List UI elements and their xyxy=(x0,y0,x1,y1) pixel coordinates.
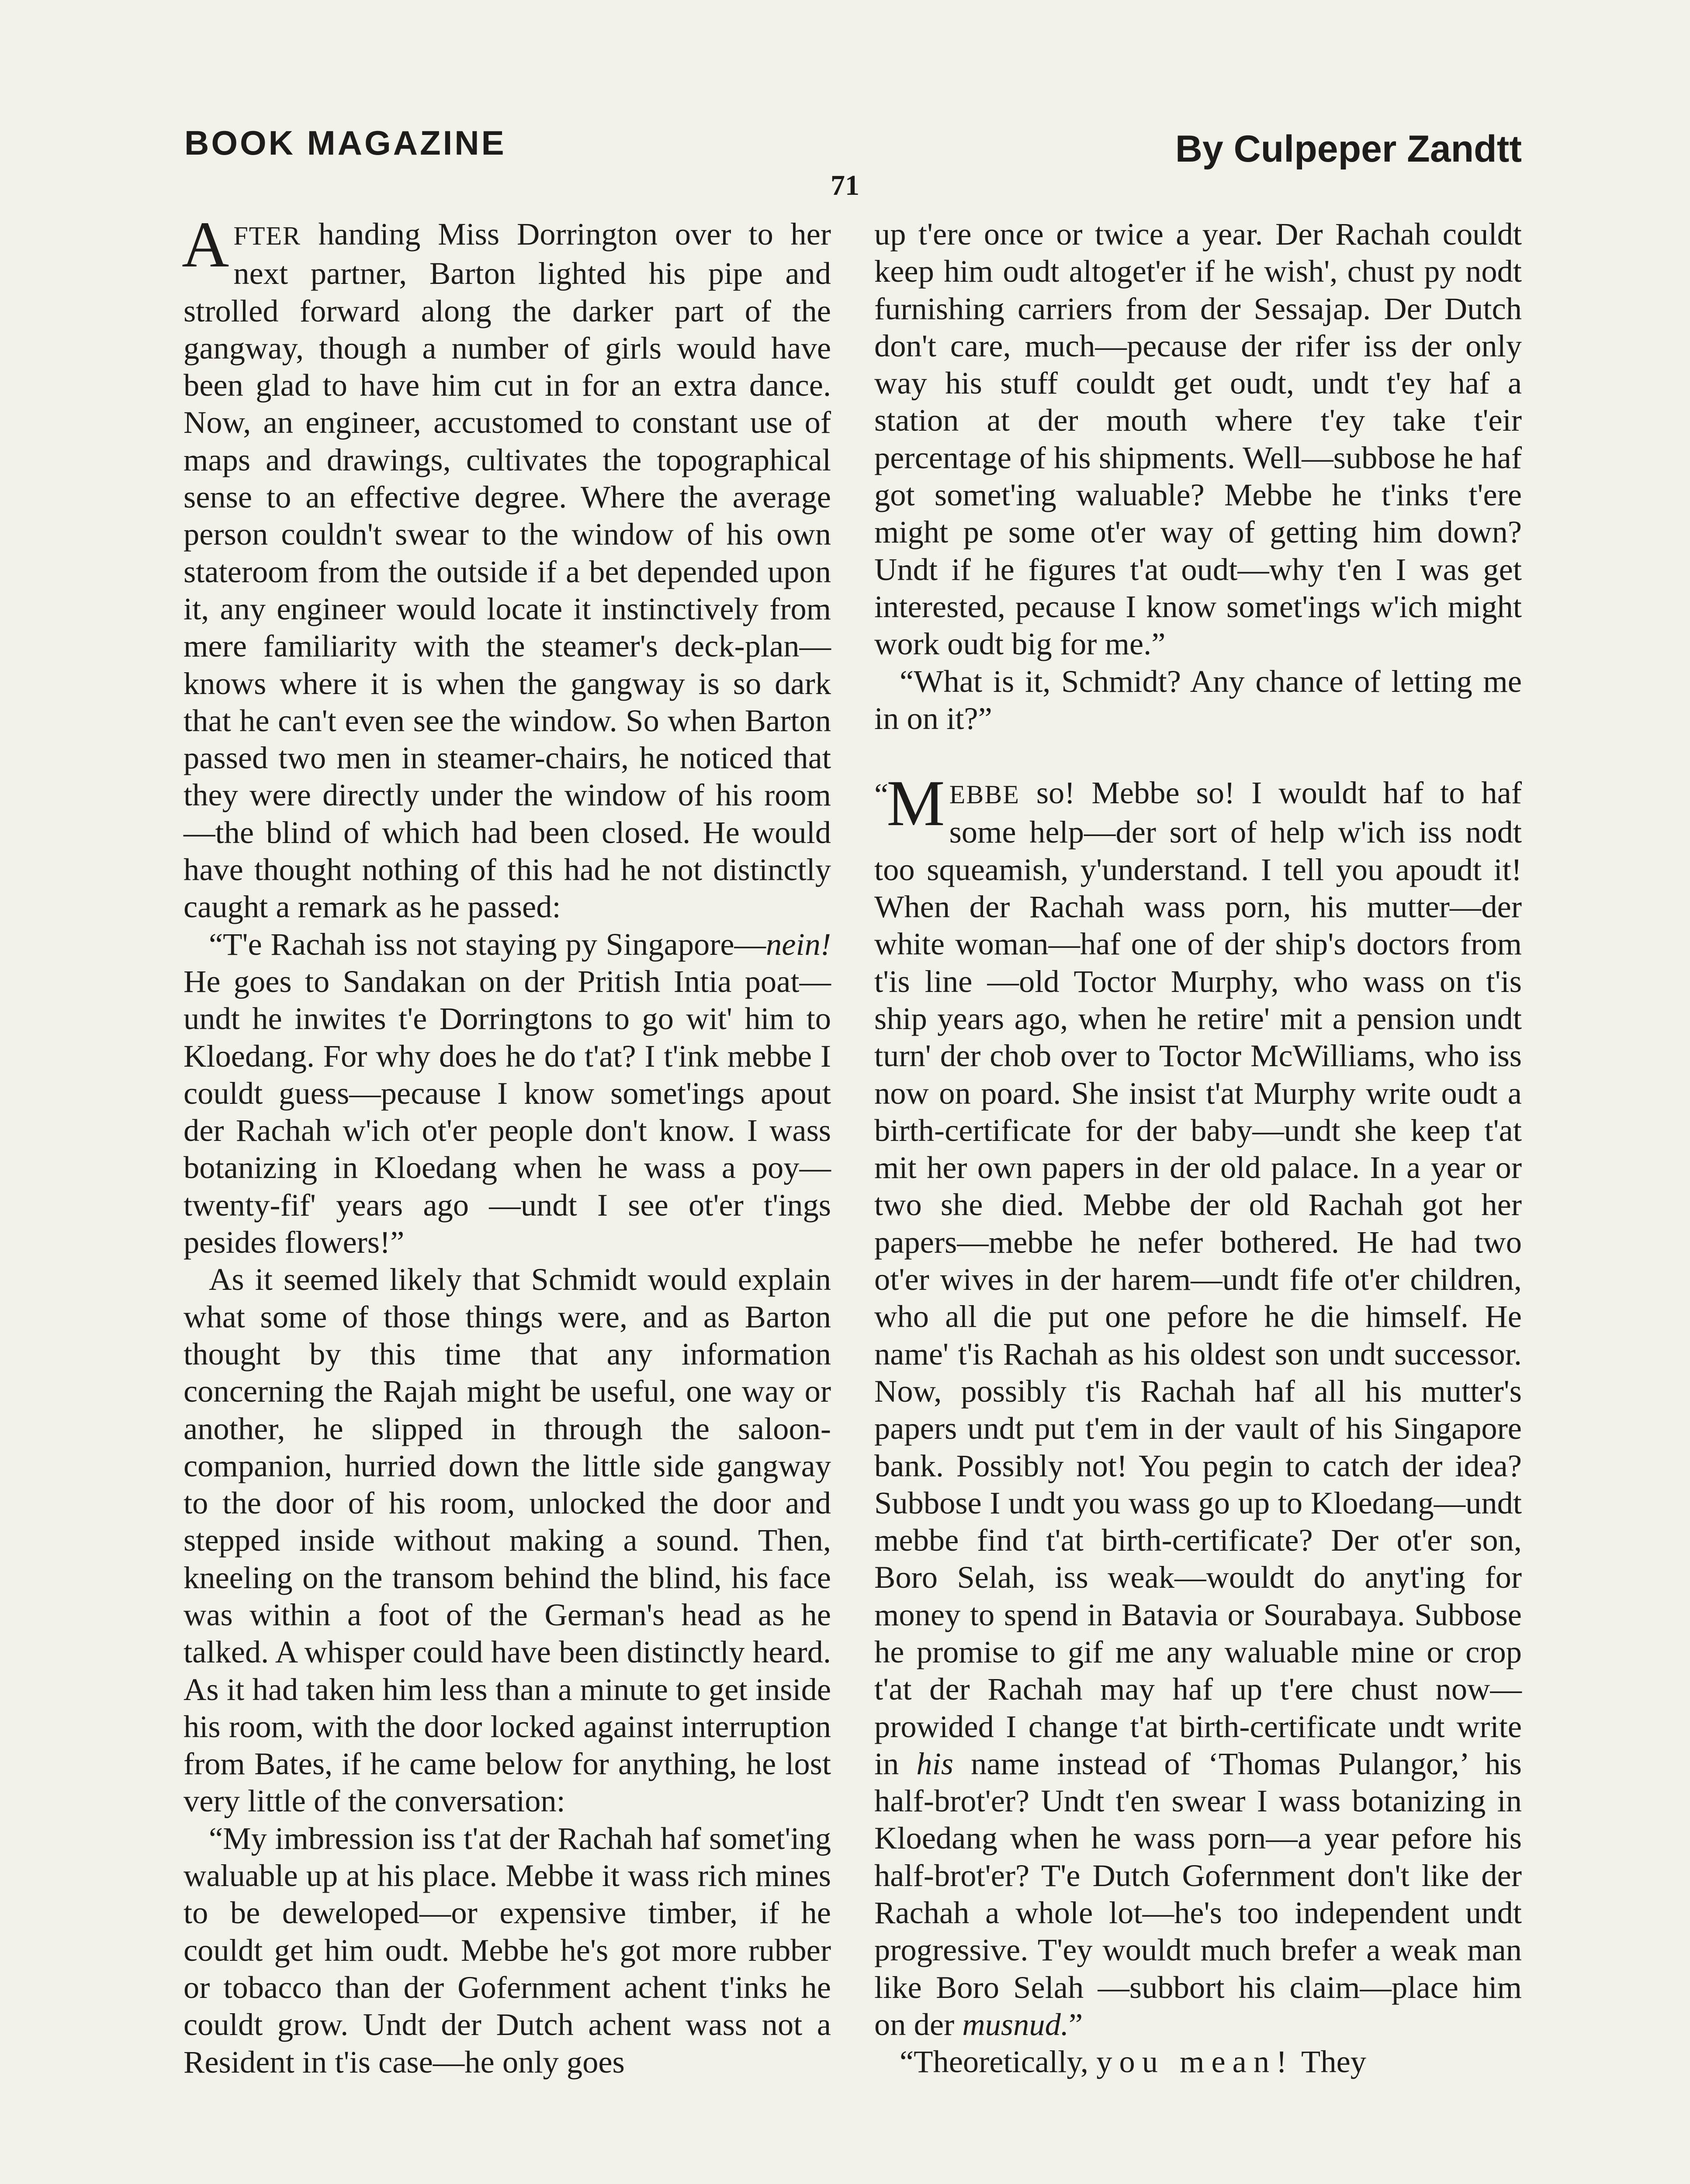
paragraph-opening xyxy=(182,208,831,926)
page-number: 71 xyxy=(831,169,859,201)
drop-cap: A xyxy=(182,208,229,281)
paragraph-text: “T'e Rachah iss not staying py Singapore— xyxy=(209,926,766,962)
left-column xyxy=(182,208,831,2080)
paragraph-text: name instead of ‘Thomas Pulangor,’ his half-brot'er? Undt t'en swear I wass botanizing in Kloedang when he wass porn—a year pefore his half-brot'er? T'e Dutch Gofernment don't like der Rachah a whole lot—he's too independent undt progressive. T'ey wouldt much brefer a weak man like Boro Selah —subbort his claim—place him on der xyxy=(874,1745,1522,2042)
paragraph-schmidt-impression: “My imbression iss t'at der Rachah haf somet'ing waluable up at his place. Mebbe it wass rich mines to be deweloped—or expensive timber, if he couldt get him oudt. Mebbe he's got more rubber or tobacco than der Gofernment achent t'inks he couldt grow. Undt der Dutch achent wass not a Resident in t'is case—he only goes xyxy=(184,1820,831,2080)
paragraph-barton-question: “What is it, Schmidt? Any chance of letting me in on it?” xyxy=(874,663,1522,736)
open-quote: “ xyxy=(874,777,889,812)
paragraph-continued: up t'ere once or twice a year. Der Rachah couldt keep him oudt altoget'er if he wish', chust py nodt furnishing carriers from der Sessajap. Der Dutch don't care, much—pecause der rifer iss der only way his stuff couldt get oudt, undt t'ey haf a station at der mouth where t'ey take t'eir percentage of his shipments. Well—subbose he haf got somet'ing waluable? Mebbe he t'inks t'ere might pe some ot'er way of getting him down? Undt if he figures t'at oudt—why t'en I was get interested, pecause I know somet'ings w'ich might work oudt big for me.” xyxy=(874,216,1522,662)
paragraph-section-start xyxy=(874,767,1522,2043)
closing-quote: ” xyxy=(1069,2006,1083,2042)
paragraph-text: so! Mebbe so! I wouldt haf to haf some help—der sort of help w'ich iss nodt too squeamish, y'understand. I tell you apoudt it! When der Rachah wass porn, his mutter—der white woman—haf one of der ship's doctors from t'is line —old Toctor Murphy, who wass on t'is ship years ago, when he retire' mit a pension undt turn' der chob over to Toctor McWilliams, who iss now on poard. She insist t'at Murphy write oudt a birth-certificate for der baby—undt she keep t'at mit her own papers in der old palace. In a year or two she died. Mebbe der old Rachah got her papers—mebbe he nefer bothered. He had two ot'er wives in der harem—undt fife ot'er children, who all die put one pefore he die himself. He name' t'is Rachah as his oldest son undt successor. Now, possibly t'is Rachah haf all his mutter's papers undt put t'em in der vault of his Singapore bank. Possibly not! You pegin to catch der idea? Subbose I undt you wass go up to Kloedang—undt mebbe find t'at birth-certificate? Der ot'er son, Boro Selah, iss weak—wouldt do anyt'ing for money to spend in Batavia or Sourabaya. Subbose he promise to gif me any waluable mine or crop t'at der Rachah may haf up t'ere chust now—prowided I change t'at birth-certificate undt write in xyxy=(874,775,1522,1781)
italic-word: nein! xyxy=(766,926,831,962)
paragraph-barton-listens: As it seemed likely that Schmidt would explain what some of those things were, and as Barton thought by this time that any information concerning the Rajah might be useful, one way or another, he slipped in through the saloon-companion, hurried down the little side gangway to the door of his room, unlocked the door and stepped inside without making a sound. Then, kneeling on the transom behind the blind, his face was within a foot of the German's head as he talked. A whisper could have been distinctly heard. As it had taken him less than a minute to get inside his room, with the door locked against interruption from Bates, if he came below for anything, he lost very little of the conversation: xyxy=(184,1261,831,1819)
italic-word: his xyxy=(916,1745,954,1781)
paragraph-theoretically xyxy=(874,2043,1522,2080)
drop-cap: M xyxy=(887,767,945,840)
paragraph-text: He goes to Sandakan on der Pritish Intia poat—undt he inwites t'e Dorringtons to go wit' him to Kloedang. For why does he do t'at? I t'ink mebbe I couldt guess—pecause I know somet'ings apout der Rachah w'ich ot'er people don't know. I wass botanizing in Kloedang when he wass a poy—twenty-fif' years ago —undt I see ot'er t'ings pesides flowers!” xyxy=(184,963,831,1260)
paragraph-text: “Theoretically, xyxy=(900,2044,1097,2080)
paragraph-text: They xyxy=(1294,2044,1366,2080)
right-column xyxy=(874,215,1522,2080)
opening-small-caps: EBBE xyxy=(949,780,1020,809)
opening-small-caps: FTER xyxy=(233,221,301,250)
magazine-title: BOOK MAGAZINE xyxy=(184,124,506,162)
author-byline: By Culpeper Zandtt xyxy=(1175,128,1522,170)
paragraph-text: handing Miss Dorrington over to her next partner, Barton lighted his pipe and strolled forward along the darker part of the gangway, though a number of girls would have been glad to have him cut in for an extra dance. Now, an engineer, accustomed to constant use of maps and drawings, cultivates the topographical sense to an effective degree. Where the average person couldn't swear to the window of his own stateroom from the outside if a bet depended upon it, any engineer would locate it instinctively from mere familiarity with the steamer's deck-plan—knows where it is when the gangway is so dark that he can't even see the window. So when Barton passed two men in steamer-chairs, he noticed that they were directly under the window of his room —the blind of which had been closed. He would have thought nothing of this had he not distinctly caught a remark as he passed: xyxy=(184,216,831,925)
paragraph-schmidt-remark xyxy=(184,926,831,1261)
italic-word: musnud. xyxy=(962,2006,1069,2042)
spaced-emphasis: you mean! xyxy=(1096,2044,1294,2080)
